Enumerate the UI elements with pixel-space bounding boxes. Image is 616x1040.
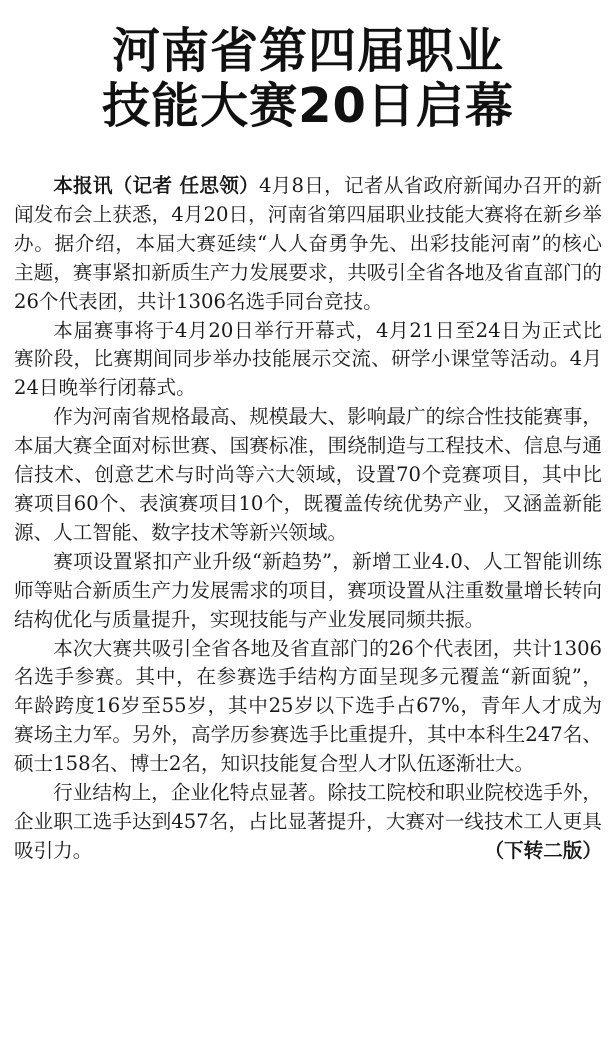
paragraph-6-text: 行业结构上，企业化特点显著。除技工院校和职业院校选手外，企业职工选手达到457名，占比显著提升，大赛对一线技术工人更具吸引力。 bbox=[14, 781, 602, 862]
byline: 本报讯（记者 任思领） bbox=[53, 174, 259, 197]
headline-line-2: 技能大赛20日启幕 bbox=[102, 78, 514, 134]
continuation-note: （下转二版） bbox=[484, 838, 602, 862]
paragraph-1-text: 4月8日，记者从省政府新闻办召开的新闻发布会上获悉，4月20日，河南省第四届职业技能大赛将在新乡举办。据介绍，本届大赛延续“人人奋勇争先、出彩技能河南”的核心主题，赛事紧扣新质生产力发展要求，共吸引全省各地及省直部门的26个代表团，共计1306名选手同台竞技。 bbox=[14, 174, 602, 313]
paragraph-1 bbox=[14, 172, 602, 317]
paragraph-3: 作为河南省规格最高、规模最大、影响最广的综合性技能赛事，本届大赛全面对标世赛、国赛标准，围绕制造与工程技术、信息与通信技术、创意艺术与时尚等六大领域，设置70个竞赛项目，其中比赛项目60个、表演赛项目10个，既覆盖传统优势产业，又涵盖新能源、人工智能、数字技术等新兴领域。 bbox=[14, 405, 602, 544]
paragraph-5: 本次大赛共吸引全省各地及省直部门的26个代表团，共计1306名选手参赛。其中，在参赛选手结构方面呈现多元覆盖“新面貌”，年龄跨度16岁至55岁，其中25岁以下选手占67%，青年人才成为赛场主力军。另外，高学历参赛选手比重提升，其中本科生247名、硕士158名、博士2名，知识技能复合型人才队伍逐渐壮大。 bbox=[14, 636, 602, 776]
paragraph-4: 赛项设置紧扣产业升级“新趋势”，新增工业4.0、人工智能训练师等贴合新质生产力发展需求的项目，赛项设置从注重数量增长转向结构优化与质量提升，实现技能与产业发展同频共振。 bbox=[14, 549, 602, 631]
paragraph-2: 本届赛事将于4月20日举行开幕式，4月21日至24日为正式比赛阶段，比赛期间同步举办技能展示交流、研学小课堂等活动。4月24日晚举行闭幕式。 bbox=[14, 318, 602, 400]
headline bbox=[14, 24, 602, 134]
paragraph-6 bbox=[14, 779, 602, 866]
article-body bbox=[14, 172, 602, 866]
headline-line-1: 河南省第四届职业 bbox=[111, 23, 504, 79]
news-article bbox=[14, 24, 602, 866]
